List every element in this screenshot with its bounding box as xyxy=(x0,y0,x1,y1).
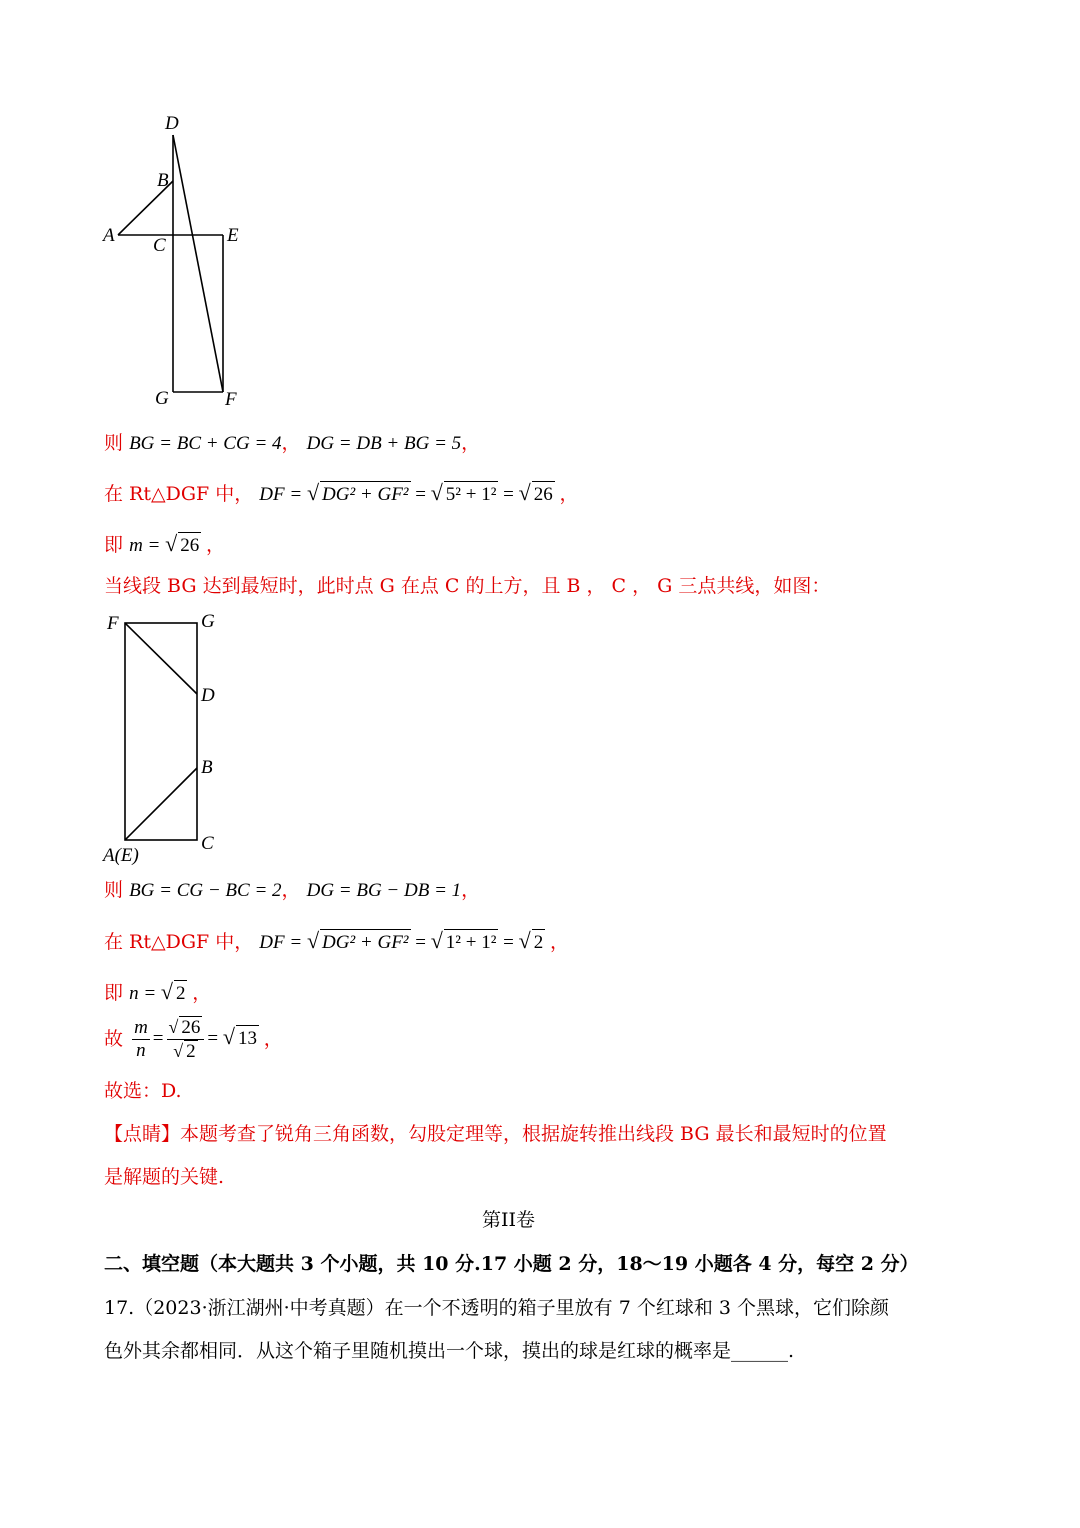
eq-sign-2: = xyxy=(207,1027,219,1049)
equation-bg-max: BG = BC + CG = 4 xyxy=(129,433,282,454)
eq-sign: = xyxy=(415,932,426,953)
equation-n: n = √ 2 xyxy=(129,983,192,1004)
eq-sign: = xyxy=(152,1027,164,1049)
equation-df-m: DF = √ DG² + GF² = √ 5² + 1² = √ 26 xyxy=(259,484,559,505)
eq-lhs: n = xyxy=(129,983,157,1004)
text-sep: ， xyxy=(281,432,301,454)
frac2-den: 2 xyxy=(186,1041,196,1062)
label-c: C xyxy=(201,833,214,854)
equation-dg-max: DG = DB + BG = 5 xyxy=(306,433,462,454)
text-prefix: 则 xyxy=(104,879,124,901)
question-17-line-2: 色外其余都相同．从这个箱子里随机摸出一个球，摸出的球是红球的概率是______. xyxy=(104,1340,795,1362)
text-prefix: 在 Rt△DGF 中， xyxy=(104,931,254,953)
radicand-3: 2 xyxy=(532,929,546,956)
text-end: ， xyxy=(192,982,212,1004)
text-end: ， xyxy=(263,1027,283,1050)
comment-line-1: 【点睛】本题考查了锐角三角函数，勾股定理等，根据旋转推出线段 BG 最长和最短时的位置 xyxy=(104,1123,887,1145)
equation-ratio: $\frac{m}{n}$ = $\frac{√ 26}{√ 2}$ = √ 13 xyxy=(134,1017,257,1062)
solution-line-4: 当线段 BG 达到最短时，此时点 G 在点 C 的上方，且 B ， C ， G 三点共线，如图： xyxy=(104,575,831,597)
label-b: B xyxy=(157,170,169,191)
radicand-2: 1² + 1² xyxy=(444,929,499,956)
radicand-1: DG² + GF² xyxy=(320,929,410,956)
figure-1-diagram xyxy=(95,105,255,415)
label-e: E xyxy=(227,225,239,246)
question-17-line-1: 17.（2023·浙江湖州·中考真题）在一个不透明的箱子里放有 7 个红球和 3 个黑球，它们除颜 xyxy=(104,1297,889,1319)
comment-line-2: 是解题的关键. xyxy=(104,1166,225,1188)
equation-dg-min: DG = BG − DB = 1 xyxy=(306,880,462,901)
eq-sign-2: = xyxy=(503,932,514,953)
solution-line-6 xyxy=(104,928,569,956)
text-prefix: 即 xyxy=(104,534,124,556)
label-d: D xyxy=(165,113,179,134)
label-ae: A(E) xyxy=(103,845,139,866)
radicand: 13 xyxy=(236,1025,259,1052)
section-title: 第II卷 xyxy=(482,1209,536,1231)
section-heading: 二、填空题（本大题共 3 个小题，共 10 分.17 小题 2 分，18～19 小题各 4 分，每空 2 分） xyxy=(104,1253,919,1275)
label-f: F xyxy=(225,389,237,410)
frac-den: n xyxy=(136,1040,146,1061)
eq-lhs: m = xyxy=(129,535,161,556)
text-prefix: 则 xyxy=(104,432,124,454)
label-f: F xyxy=(107,613,119,634)
line-df xyxy=(173,135,223,392)
text-end: ， xyxy=(549,931,569,953)
text-end: ， xyxy=(461,432,481,454)
eq-lhs: DF = xyxy=(259,932,303,953)
eq-sign: = xyxy=(415,484,426,505)
text-prefix: 在 Rt△DGF 中， xyxy=(104,483,254,505)
solution-line-8 xyxy=(104,1016,283,1063)
label-c: C xyxy=(153,235,166,256)
rect-afgc xyxy=(125,623,197,840)
text-end: ， xyxy=(559,483,579,505)
solution-line-7 xyxy=(104,979,211,1007)
radicand-1: DG² + GF² xyxy=(320,481,410,508)
solution-line-9: 故选：D. xyxy=(104,1080,182,1102)
eq-lhs: DF = xyxy=(259,484,303,505)
label-g: G xyxy=(155,388,169,409)
radicand-2: 5² + 1² xyxy=(444,481,499,508)
label-b: B xyxy=(201,757,213,778)
solution-line-3 xyxy=(104,531,225,559)
text-end: ， xyxy=(461,879,481,901)
eq-sign-2: = xyxy=(503,484,514,505)
text-prefix: 即 xyxy=(104,982,124,1004)
label-g: G xyxy=(201,611,215,632)
solution-line-2 xyxy=(104,480,578,508)
line-ab xyxy=(125,768,197,840)
equation-df-n: DF = √ DG² + GF² = √ 1² + 1² = √ 2 xyxy=(259,932,550,953)
frac2-num: 26 xyxy=(181,1017,201,1038)
radicand: 2 xyxy=(174,980,188,1007)
frac-num: m xyxy=(134,1017,148,1038)
text-sep: ， xyxy=(281,879,301,901)
equation-bg-min: BG = CG − BC = 2 xyxy=(129,880,282,901)
solution-line-5 xyxy=(104,877,480,904)
label-d: D xyxy=(201,685,215,706)
equation-m: m = √ 26 xyxy=(129,535,206,556)
solution-line-1 xyxy=(104,430,480,457)
line-fd xyxy=(125,623,197,694)
radicand-3: 26 xyxy=(532,481,555,508)
label-a: A xyxy=(103,225,115,246)
text-end: ， xyxy=(205,534,225,556)
figure-2-diagram xyxy=(95,605,245,870)
text-prefix: 故 xyxy=(104,1027,124,1050)
radicand: 26 xyxy=(178,532,201,559)
